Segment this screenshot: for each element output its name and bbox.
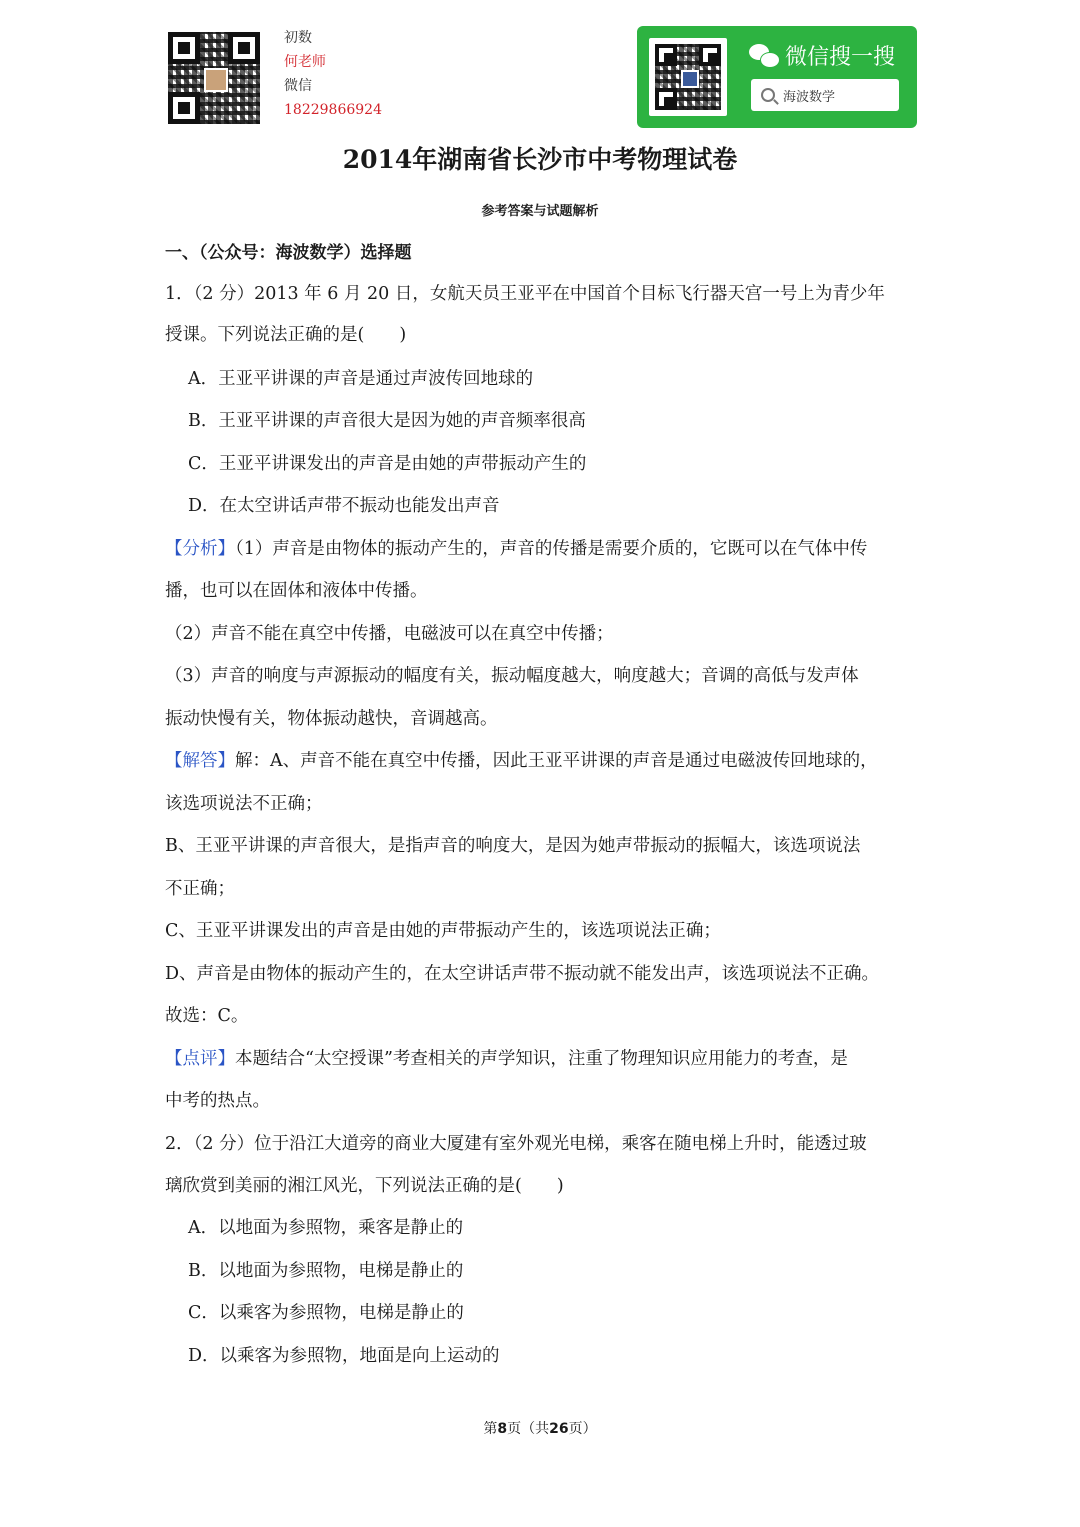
comment-text: 本题结合“太空授课”考查相关的声学知识，注重了物理知识应用能力的考查，是 [235,1049,848,1069]
wechat-qr-code [649,38,727,116]
wechat-title [749,40,895,71]
page-number [0,1418,1080,1438]
q1-answer-line1 [165,749,925,773]
q2-stem-line1: 2．（2 分）位于沿江大道旁的商业大厦建有室外观光电梯，乘客在随电梯上升时，能透过玻 [165,1134,867,1154]
wechat-logo-icon [749,44,779,68]
q1-option-d: D．在太空讲话声带不振动也能发出声音 [188,496,500,516]
q1-option-b: B．王亚平讲课的声音很大是因为她的声音频率很高 [188,411,586,431]
answer-text: 解：A、声音不能在真空中传播，因此王亚平讲课的声音是通过电磁波传回地球的， [235,751,878,771]
document-title: 2014年湖南省长沙市中考物理试卷 [342,145,738,174]
qr-avatar-icon [204,68,228,92]
wechat-search-card [637,26,917,128]
q1-stem-line2: 授课。下列说法正确的是( ) [165,325,407,345]
page-mid: 页（共 [507,1421,550,1437]
analysis-text: （1）声音是由物体的振动产生的，声音的传播是需要介质的，它既可以在气体中传 [235,539,868,559]
page-suffix: 页） [568,1421,597,1437]
contact-label-subject: 初数 [284,30,312,46]
search-icon [761,88,775,102]
section-heading: 一、（公众号：海波数学）选择题 [165,243,412,263]
wechat-search-box[interactable] [751,79,899,111]
wechat-title-text: 微信搜一搜 [785,45,896,70]
q2-option-a: A．以地面为参照物，乘客是静止的 [188,1218,464,1238]
q1-answer-line3: B、王亚平讲课的声音很大，是指声音的响度大，是因为她声带振动的振幅大，该选项说法 [165,836,861,856]
q2-stem-line2: 璃欣赏到美丽的湘江风光，下列说法正确的是( ) [165,1176,564,1196]
q2-option-c: C．以乘客为参照物，电梯是静止的 [188,1303,464,1323]
q2-option-b: B．以地面为参照物，电梯是静止的 [188,1261,464,1281]
current-page: 8 [497,1421,508,1437]
q1-analysis-line5: 振动快慢有关，物体振动越快，音调越高。 [165,709,498,729]
q1-option-a: A．王亚平讲课的声音是通过声波传回地球的 [188,369,534,389]
comment-tag: 【点评】 [165,1049,235,1069]
q1-comment-line1 [165,1047,925,1071]
q1-answer-line4: 不正确； [165,879,235,899]
teacher-contact [284,26,382,122]
contact-label-wechat: 微信 [284,78,312,94]
q1-comment-line2: 中考的热点。 [165,1091,270,1111]
q1-analysis-line3: （2）声音不能在真空中传播，电磁波可以在真空中传播； [165,624,614,644]
q2-option-d: D．以乘客为参照物，地面是向上运动的 [188,1346,500,1366]
contact-phone: 18229866924 [284,102,382,118]
q1-answer-line2: 该选项说法不正确； [165,794,323,814]
q1-answer-line6: D、声音是由物体的振动产生的，在太空讲话声带不振动就不能发出声，该选项说法不正确。 [165,964,880,984]
q1-analysis-line4: （3）声音的响度与声源振动的幅度有关，振动幅度越大，响度越大；音调的高低与发声体 [165,666,859,686]
q1-answer-line7: 故选：C。 [165,1006,249,1026]
total-pages: 26 [549,1421,569,1437]
q1-analysis-line1 [165,537,925,561]
analysis-tag: 【分析】 [165,539,235,559]
document-subtitle: 参考答案与试题解析 [481,204,599,219]
q1-stem-line1: 1．（2 分）2013 年 6 月 20 日，女航天员王亚平在中国首个目标飞行器天宫一号上为青少年 [165,284,885,304]
page-prefix: 第 [483,1421,498,1437]
q1-analysis-line2: 播，也可以在固体和液体中传播。 [165,581,428,601]
teacher-qr-code [168,32,260,124]
answer-tag: 【解答】 [165,751,235,771]
contact-teacher-name: 何老师 [284,54,326,70]
q1-option-c: C．王亚平讲课发出的声音是由她的声带振动产生的 [188,454,587,474]
q1-answer-line5: C、王亚平讲课发出的声音是由她的声带振动产生的，该选项说法正确； [165,921,721,941]
wechat-search-text: 海波数学 [783,89,836,105]
